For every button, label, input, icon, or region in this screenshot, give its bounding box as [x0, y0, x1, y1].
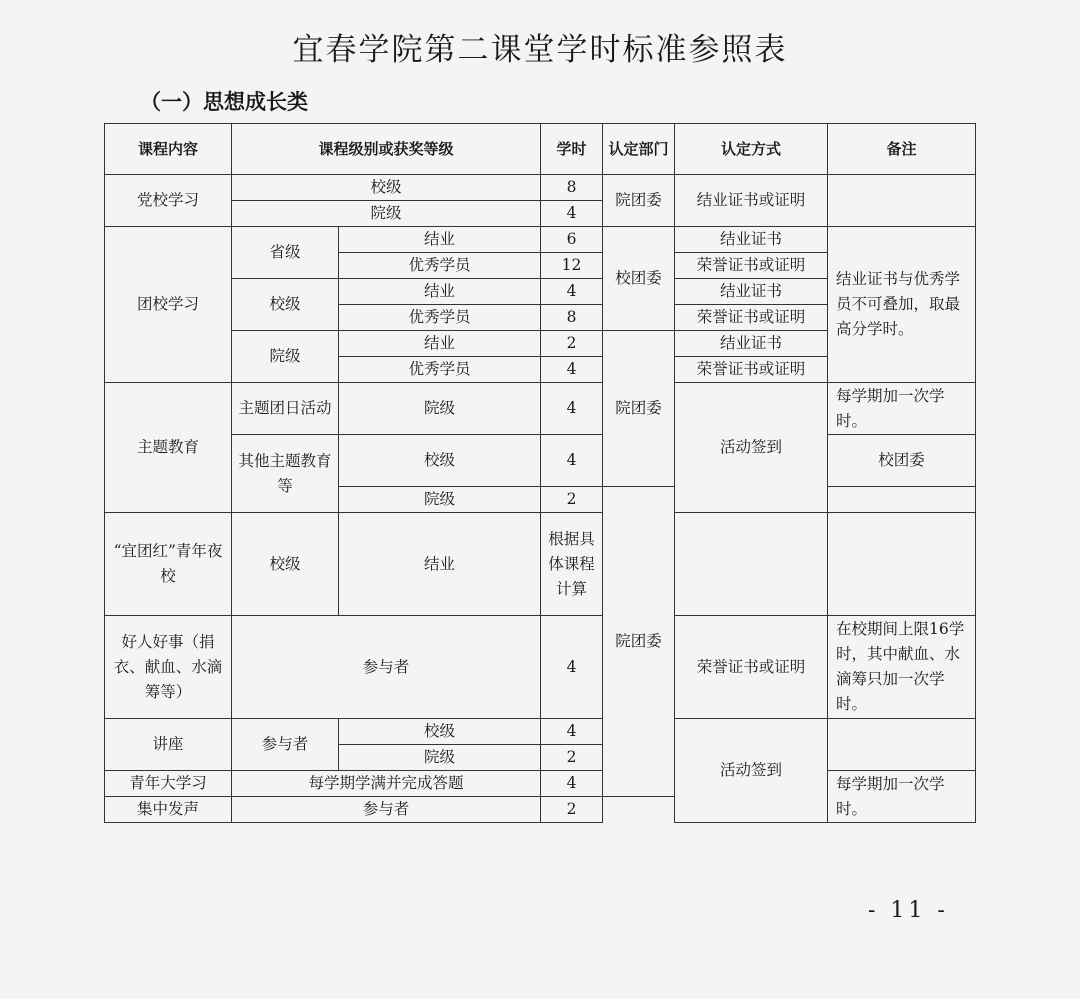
- header-hours: 学时: [541, 124, 603, 175]
- cell-method: 荣誉证书或证明: [675, 616, 828, 719]
- cell-hours: 4: [541, 771, 603, 797]
- cell-sublevel: 院级: [339, 745, 541, 771]
- cell-level: 校级: [232, 175, 541, 201]
- header-level: 课程级别或获奖等级: [232, 124, 541, 175]
- cell-sublevel: 优秀学员: [339, 357, 541, 383]
- cell-dept: 院团委: [603, 175, 675, 227]
- cell-level: 主题团日活动: [232, 383, 339, 435]
- cell-course: 党校学习: [105, 175, 232, 227]
- cell-method: 荣誉证书或证明: [675, 305, 828, 331]
- cell-sublevel: 结业: [339, 331, 541, 357]
- cell-note: 每学期加一次学时。: [828, 771, 976, 823]
- cell-level: 其他主题教育等: [232, 435, 339, 513]
- page-number: - 11 -: [868, 898, 949, 923]
- cell-course: 主题教育: [105, 383, 232, 513]
- cell-hours: 4: [541, 616, 603, 719]
- cell-hours: 4: [541, 201, 603, 227]
- cell-course: 青年大学习: [105, 771, 232, 797]
- cell-hours: 2: [541, 487, 603, 513]
- header-course: 课程内容: [105, 124, 232, 175]
- cell-sublevel: 院级: [339, 383, 541, 435]
- cell-dept: 校团委: [603, 227, 675, 331]
- cell-sublevel: 院级: [339, 487, 541, 513]
- cell-hours: 4: [541, 357, 603, 383]
- cell-method: 活动签到: [675, 383, 828, 513]
- cell-level: 每学期学满并完成答题: [232, 771, 541, 797]
- cell-hours: 4: [541, 719, 603, 745]
- cell-method: 结业证书: [675, 331, 828, 357]
- cell-method: 结业证书: [675, 279, 828, 305]
- header-note: 备注: [828, 124, 976, 175]
- cell-method: 荣誉证书或证明: [675, 357, 828, 383]
- cell-hours: 2: [541, 797, 603, 823]
- cell-hours: 根据具体课程计算: [541, 513, 603, 616]
- table-row: [105, 383, 976, 435]
- cell-method: 荣誉证书或证明: [675, 253, 828, 279]
- cell-sublevel: 结业: [339, 227, 541, 253]
- cell-course: 讲座: [105, 719, 232, 771]
- cell-level: 参与者: [232, 616, 541, 719]
- cell-course: “宜团红”青年夜校: [105, 513, 232, 616]
- cell-hours: 2: [541, 745, 603, 771]
- cell-hours: 8: [541, 305, 603, 331]
- cell-sublevel: 结业: [339, 279, 541, 305]
- cell-method: 结业证书: [675, 227, 828, 253]
- header-method: 认定方式: [675, 124, 828, 175]
- cell-hours: 12: [541, 253, 603, 279]
- cell-level: 院级: [232, 331, 339, 383]
- cell-sublevel: 校级: [339, 719, 541, 745]
- table-row: [105, 771, 976, 797]
- cell-sublevel: 优秀学员: [339, 253, 541, 279]
- cell-hours: 8: [541, 175, 603, 201]
- cell-level: 校级: [232, 513, 339, 616]
- cell-level: 参与者: [232, 719, 339, 771]
- cell-dept: 院团委: [603, 331, 675, 487]
- cell-method: 结业证书或证明: [675, 175, 828, 227]
- cell-note: [828, 175, 976, 227]
- section-heading: （一）思想成长类: [140, 90, 308, 114]
- cell-note: [828, 513, 976, 616]
- cell-course: 集中发声: [105, 797, 232, 823]
- cell-course: 好人好事（捐衣、献血、水滴筹等）: [105, 616, 232, 719]
- cell-level: 院级: [232, 201, 541, 227]
- cell-hours: 4: [541, 383, 603, 435]
- cell-level: 参与者: [232, 797, 541, 823]
- cell-note: 在校期间上限16学时，其中献血、水滴筹只加一次学时。: [828, 616, 976, 719]
- cell-dept: 院团委: [603, 487, 675, 797]
- table-row: [105, 435, 976, 487]
- cell-hours: 2: [541, 331, 603, 357]
- cell-dept: 校团委: [828, 435, 976, 487]
- table-row: [105, 719, 976, 745]
- table-row: [105, 513, 976, 616]
- table-row: [105, 616, 976, 719]
- cell-note: [828, 719, 976, 771]
- header-dept: 认定部门: [603, 124, 675, 175]
- table-row: [105, 175, 976, 201]
- page-title: 宜春学院第二课堂学时标准参照表: [292, 32, 788, 68]
- cell-sublevel: 优秀学员: [339, 305, 541, 331]
- table-row: [105, 227, 976, 253]
- cell-note: 结业证书与优秀学员不可叠加，取最高分学时。: [828, 227, 976, 383]
- cell-note: 每学期加一次学时。: [828, 383, 976, 435]
- cell-course: 团校学习: [105, 227, 232, 383]
- cell-sublevel: 校级: [339, 435, 541, 487]
- cell-hours: 4: [541, 279, 603, 305]
- cell-hours: 4: [541, 435, 603, 487]
- credit-hours-table: [104, 123, 976, 823]
- cell-method: 活动签到: [675, 719, 828, 823]
- cell-level: 校级: [232, 279, 339, 331]
- cell-hours: 6: [541, 227, 603, 253]
- cell-level: 省级: [232, 227, 339, 279]
- cell-sublevel: 结业: [339, 513, 541, 616]
- cell-method: [675, 513, 828, 616]
